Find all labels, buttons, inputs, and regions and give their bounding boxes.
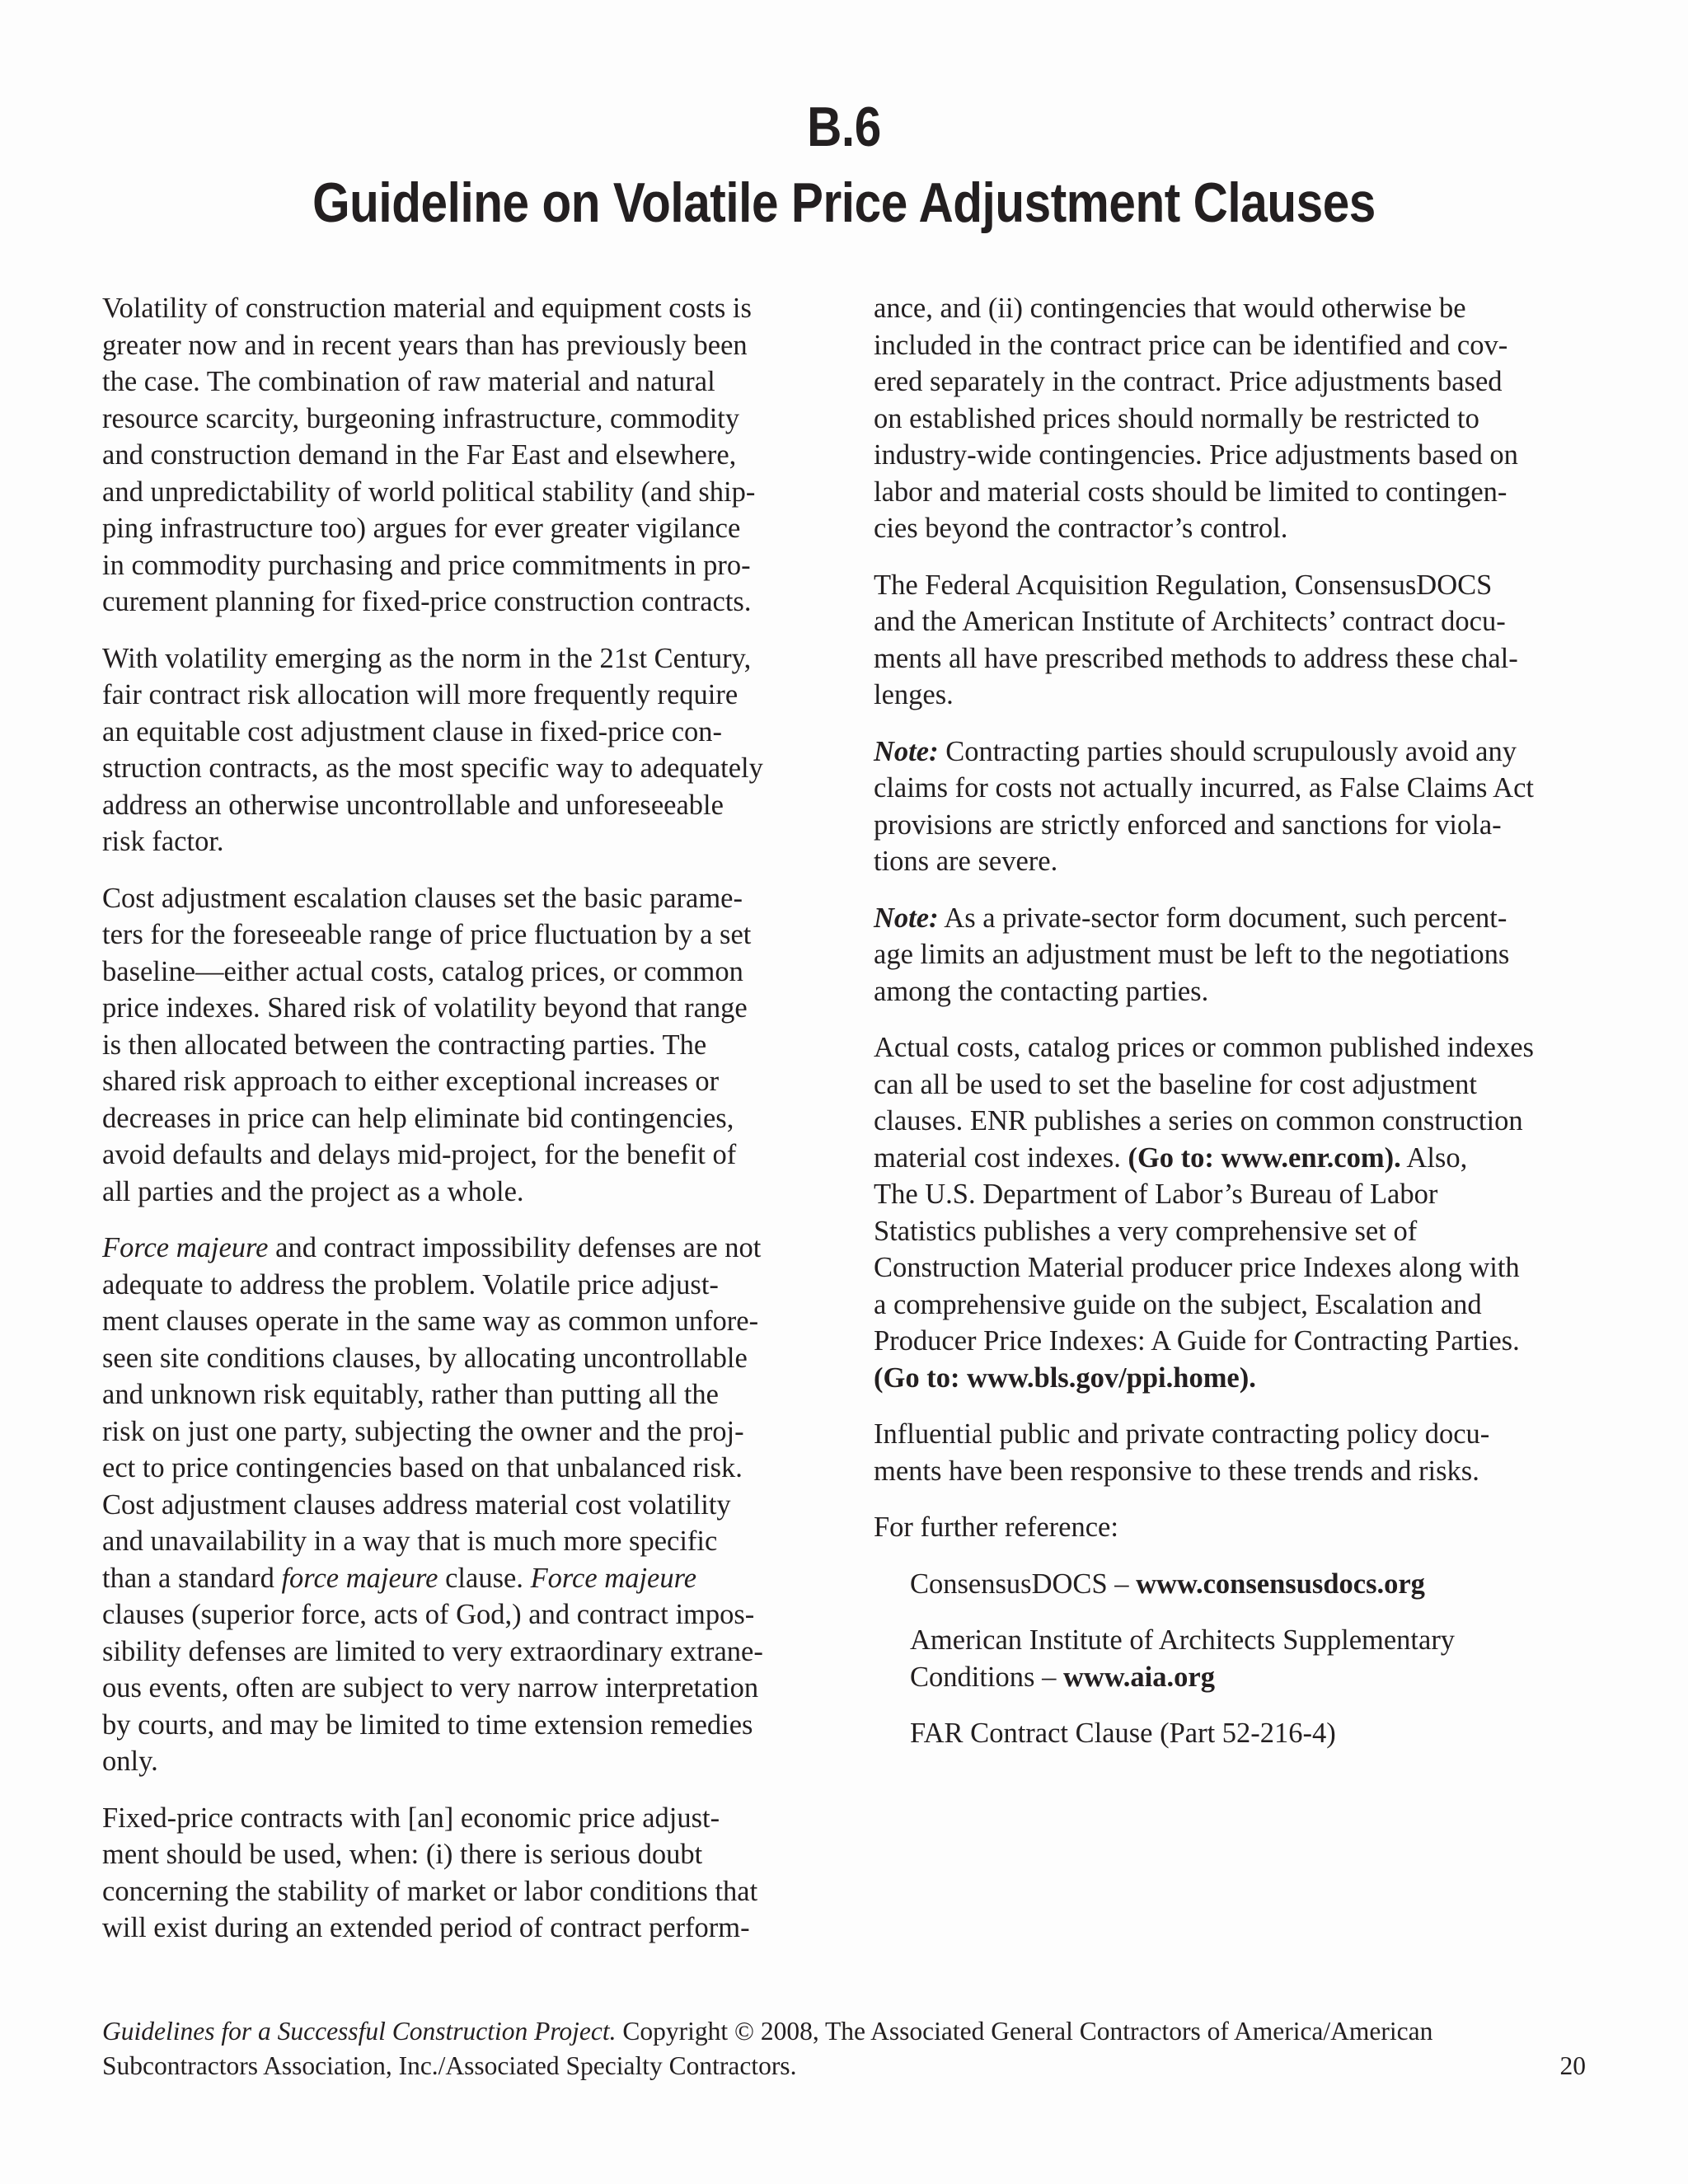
page-title: Guideline on Volatile Price Adjustment Clauses	[312, 171, 1376, 234]
note-label: Note:	[874, 902, 939, 934]
bls-link[interactable]: (Go to: www.bls.gov/ppi.home).	[874, 1361, 1256, 1394]
text-run: clauses (superior force, acts of God,) and contract impos- sibility defenses are limited to very extraordinary extrane- ous events, often are subject to very narrow interpretation by courts, and may be limited to time extension remedies only.	[102, 1599, 763, 1777]
page-footer	[102, 2014, 1586, 2083]
enr-link[interactable]: (Go to: www.enr.com).	[1128, 1141, 1401, 1174]
note-label: Note:	[874, 735, 939, 767]
italic-force-majeure: Force majeure	[102, 1232, 269, 1263]
paragraph-volatility: Volatility of construction material and equipment costs is greater now and in recent years than has previously been the case. The combination of raw material and natural resource scarcity, burgeoning infrastructure, commodity and construction demand in the Far East and elsewhere, and unpredictability of world political stability (and ship- ping infrastructure too) argues for ever greater vigilance in commodity purchasing and price commitments in pro- curement planning for fixed-price construction contracts.	[102, 293, 756, 617]
note-text: Contracting parties should scrupulously avoid any claims for costs not actually incurred, as False Claims Act provisions are strictly enforced and sanctions for viola- tions are severe.	[874, 735, 1534, 877]
text-run: and contract impossibility defenses are not adequate to address the problem. Volatile price adjust- ment clauses operate in the same way as common unfore- seen site conditions clauses, by allocating uncontrollable and unknown risk equitably, rather than putting all the risk on just one party, subjecting the owner and the proj- ect to price contingencies based on that unbalanced risk. Cost adjustment clauses address material cost volatility and unavailability in a way that is much more specific than a standard	[102, 1232, 762, 1594]
footer-copyright	[102, 2014, 1586, 2083]
reference-aia	[910, 1622, 1591, 1695]
right-column	[874, 290, 1591, 1772]
text-run: clause.	[438, 1562, 531, 1594]
footer-book-title: Guidelines for a Successful Construction Project.	[102, 2017, 617, 2046]
note-false-claims	[874, 733, 1591, 880]
consensusdocs-link[interactable]: www.consensusdocs.org	[1136, 1568, 1425, 1600]
italic-force-majeure: force majeure	[281, 1562, 438, 1594]
page-number: 20	[1559, 2051, 1586, 2080]
left-column	[102, 290, 828, 1966]
paragraph-fixed-price: Fixed-price contracts with [an] economic price adjust- ment should be used, when: (i) there is serious doubt concerning the stability of market or labor conditions that will exist during an extended period of contract perform-	[102, 1802, 758, 1943]
text-run: Also, The U.S. Department of Labor’s Bureau of Labor Statistics publishes a very comprehensive set of Construction Material producer price Indexes along with a comprehensive guide on the subject, Escalation and Producer Price Indexes: A Guide for Contracting Parties.	[874, 1141, 1520, 1357]
page-header	[0, 89, 1688, 241]
section-number: B.6	[807, 96, 881, 158]
reference-consensusdocs	[910, 1566, 1591, 1603]
paragraph-policy-documents: Influential public and private contracting policy docu- ments have been responsive to these trends and risks.	[874, 1418, 1490, 1487]
reference-label: American Institute of Architects Supplementary Conditions –	[910, 1624, 1456, 1693]
paragraph-far-consensusdocs: The Federal Acquisition Regulation, ConsensusDOCS and the American Institute of Architects’ contract docu- ments all have prescribed methods to address these chal- lenges.	[874, 569, 1518, 710]
note-text: As a private-sector form document, such percent- age limits an adjustment must be left to the negotiations among the contacting parties.	[874, 902, 1510, 1007]
reference-label: ConsensusDOCS –	[910, 1568, 1137, 1600]
paragraph-indexes	[874, 1029, 1591, 1396]
paragraph-escalation-clauses: Cost adjustment escalation clauses set the basic parame- ters for the foreseeable range of price fluctuation by a set baseline—either actual costs, catalog prices, or common price indexes. Shared risk of volatility beyond that range is then allocated between the contracting parties. The shared risk approach to either exceptional increases or decreases in price can help eliminate bid contingencies, avoid defaults and delays mid-project, for the benefit of all parties and the project as a whole.	[102, 882, 752, 1207]
italic-force-majeure: Force majeure	[530, 1562, 697, 1594]
paragraph-21st-century: With volatility emerging as the norm in the 21st Century, fair contract risk allocation will more frequently require an equitable cost adjustment clause in fixed-price con- struction contracts, as the most specific way to adequately address an otherwise uncontrollable and unforeseeable risk factor.	[102, 642, 763, 857]
paragraph-force-majeure	[102, 1230, 828, 1780]
aia-link[interactable]: www.aia.org	[1062, 1661, 1215, 1693]
footer-copyright-text: Copyright © 2008, The Associated General Contractors of America/American Subcontractors Association, Inc./Associated Specialty Contractors.	[102, 2017, 1433, 2080]
paragraph-contingencies: ance, and (ii) contingencies that would otherwise be included in the contract price can be identified and cov- ered separately in the contract. Price adjustments based on established prices should normally be restricted to industry-wide contingencies. Price adjustments based on labor and material costs should be limited to contingen- cies beyond the contractor’s control.	[874, 293, 1518, 544]
reference-far: FAR Contract Clause (Part 52-216-4)	[910, 1718, 1336, 1749]
further-reference-heading: For further reference:	[874, 1511, 1118, 1543]
note-private-sector	[874, 900, 1591, 1010]
text-run: Actual costs, catalog prices or common published indexes can all be used to set the baseline for cost adjustment clauses. ENR publishes a series on common construction material cost indexes.	[874, 1032, 1534, 1174]
